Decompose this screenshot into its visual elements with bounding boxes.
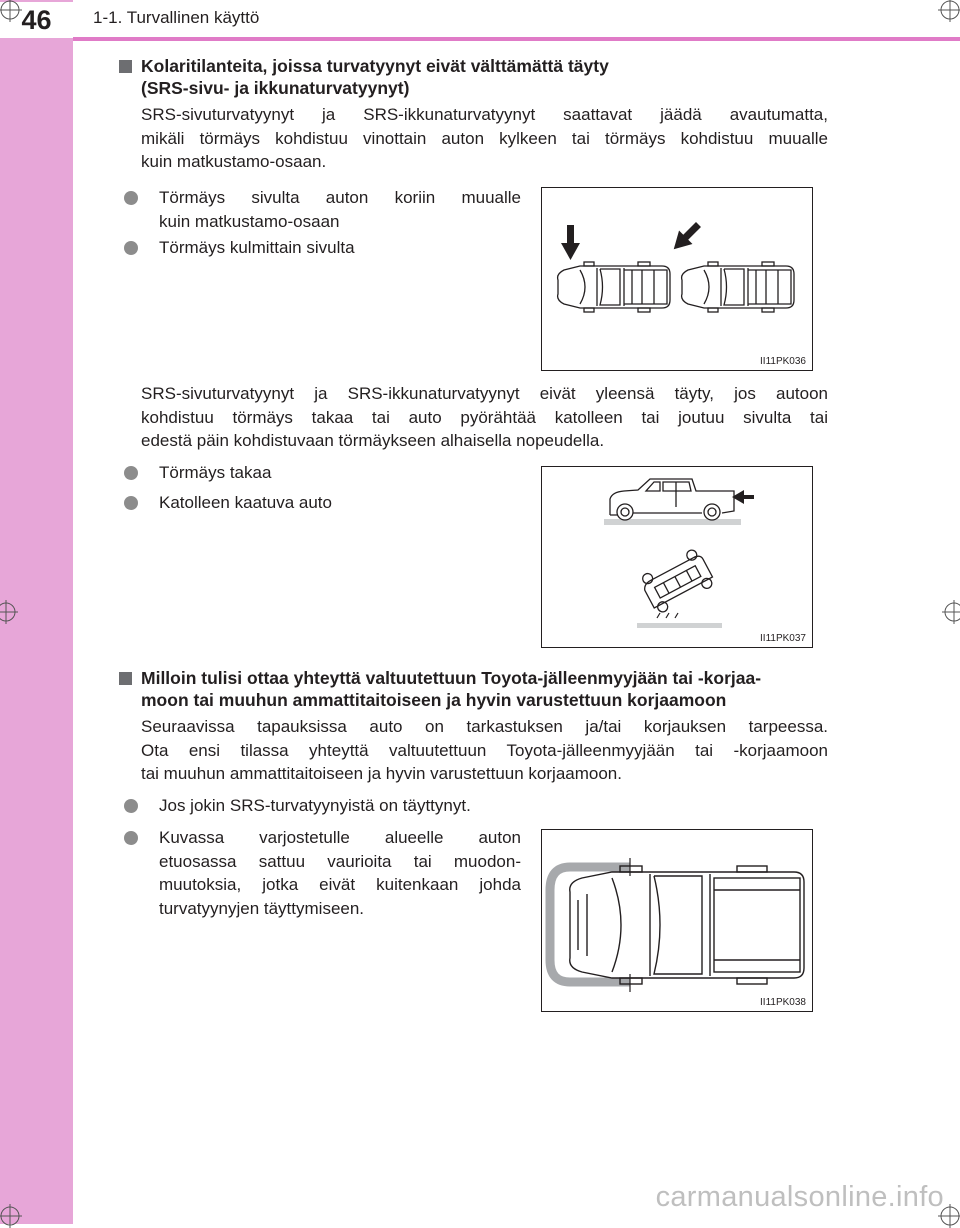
text-line: kuin matkustamo-osaan: [159, 211, 340, 231]
text-line: kohdistuu törmäys takaa tai auto pyörähtää katolleen tai joutuu sivulta tai: [141, 407, 828, 427]
registration-mark-icon: [0, 0, 22, 22]
text-line: Törmäys sivulta auton koriin muualle: [159, 188, 521, 207]
pickup-rollover: [638, 547, 716, 615]
section-square-icon: [119, 60, 132, 73]
text-line: SRS-sivuturvatyynyt ja SRS-ikkunaturvatyynyt eivät yleensä täyty, jos autoon: [141, 384, 828, 403]
figure-code: II11PK037: [760, 633, 806, 644]
bullet-dot-icon: [124, 799, 138, 813]
bullet-text: [159, 186, 521, 233]
text-line: muutoksia, jotka eivät kuitenkaan johda: [159, 875, 521, 894]
rear-rollover-illustration: [542, 467, 812, 647]
text-line: Törmäys kulmittain sivulta: [159, 238, 355, 257]
bullet-text: [159, 794, 471, 818]
section1-heading: [119, 55, 609, 98]
section1-intro: [141, 103, 828, 174]
text-line: mikäli törmäys kohdistuu vinottain auton kylkeen tai törmäys kohdistuu muualle: [141, 128, 828, 148]
header-rule: [73, 37, 960, 41]
registration-mark-icon: [0, 1204, 22, 1228]
section1-heading-line2: (SRS-sivu- ja ikkunaturvatyynyt): [141, 78, 410, 98]
figure-rear-and-rollover: [541, 466, 813, 648]
bullet-dot-icon: [124, 241, 138, 255]
figure-side-impact: [541, 187, 813, 371]
figure-front-damage-area: [541, 829, 813, 1012]
bullet-dot-icon: [124, 466, 138, 480]
text-line: Törmäys takaa: [159, 463, 272, 482]
text-line: turvatyynyjen täyttymiseen.: [159, 898, 365, 918]
arrow-down-icon: [561, 225, 580, 260]
section1-heading-line1: Kolaritilanteita, joissa turvatyynyt eivät välttämättä täyty: [141, 56, 609, 76]
text-line: Jos jokin SRS-turvatyynyistä on täyttynyt.: [159, 796, 471, 815]
text-line: tai muuhun ammattitaitoiseen ja hyvin varustettuun korjaamoon.: [141, 764, 622, 783]
section-title: 1-1. Turvallinen käyttö: [93, 8, 260, 27]
figure-code: II11PK038: [760, 997, 806, 1008]
figure-code: II11PK036: [760, 356, 806, 367]
text-line: Kuvassa varjostetulle alueelle auton: [159, 828, 521, 847]
section2-heading-line2: moon tai muuhun ammattitaitoiseen ja hyvin varustettuun korjaamoon: [141, 690, 727, 710]
text-line: SRS-sivuturvatyynyt ja SRS-ikkunaturvatyynyt saattavat jäädä avautumatta,: [141, 105, 828, 124]
bullet-dot-icon: [124, 191, 138, 205]
section2-heading-line1: Milloin tulisi ottaa yhteyttä valtuutettuun Toyota-jälleenmyyjään tai -korjaa-: [141, 668, 762, 688]
side-impact-illustration: [542, 188, 812, 370]
text-line: edestä päin kohdistuvaan törmäykseen alhaisella nopeudella.: [141, 431, 605, 450]
registration-mark-icon: [942, 600, 960, 624]
front-damage-illustration: [542, 830, 812, 1011]
pickup-topview-large: [570, 866, 804, 984]
section2-heading: [119, 667, 762, 710]
bullet-text: [159, 491, 332, 515]
bullet-text: [159, 236, 355, 260]
pickup-topview-2: [682, 262, 794, 312]
pickup-topview-1: [558, 262, 670, 312]
registration-mark-icon: [938, 0, 960, 22]
section1-paragraph2: [141, 382, 828, 453]
arrow-left-icon: [732, 490, 754, 504]
shaded-area: [550, 867, 630, 982]
section-square-icon: [119, 672, 132, 685]
bullet-dot-icon: [124, 831, 138, 845]
text-line: Katolleen kaatuva auto: [159, 493, 332, 512]
text-line: Ota ensi tilassa yhteyttä valtuutettuun Toyota-jälleenmyyjään tai -korjaamoon: [141, 740, 828, 760]
text-line: etuosassa sattuu vaurioita tai muodon-: [159, 851, 521, 871]
arrow-diagonal-icon: [667, 218, 705, 256]
pickup-sideview: [604, 479, 741, 525]
bullet-text: [159, 461, 271, 485]
page-number: 46: [21, 5, 52, 35]
bullet-dot-icon: [124, 496, 138, 510]
registration-mark-icon: [0, 600, 18, 624]
section2-intro: [141, 715, 828, 786]
text-line: kuin matkustamo-osaan.: [141, 152, 327, 171]
bullet-text: [159, 826, 521, 920]
watermark[interactable]: carmanualsonline.info: [655, 1181, 944, 1213]
text-line: Seuraavissa tapauksissa auto on tarkastuksen ja/tai korjauksen tarpeessa.: [141, 717, 828, 736]
